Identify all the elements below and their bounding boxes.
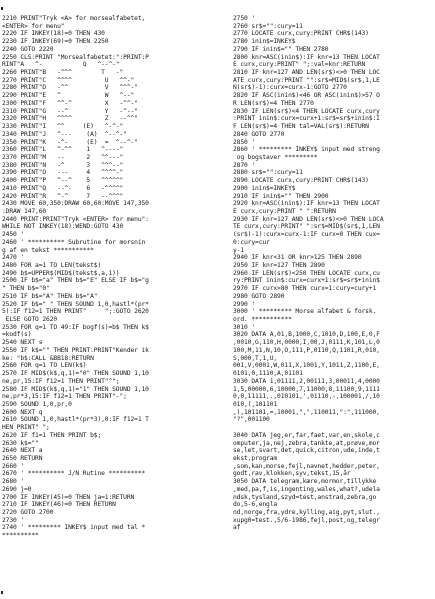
code-line: " THEN b$="0" [2, 285, 50, 293]
code-line: 2760 sr$="":cury=11 [233, 22, 303, 30]
code-line: RINT"A ^- Q ^--^-" [2, 61, 120, 69]
code-line: 2550 IF k$="" THEN PRINT:PRINT"Kender ik [2, 346, 149, 354]
code-line: 2520 IF b$=" " THEN SOUND 1,0,hastl*(pr* [2, 300, 149, 308]
code-line: 2750 ' [233, 15, 256, 22]
code-line: 010,(,101101 [233, 400, 278, 408]
code-line: 2620 IF f1=1 THEN PRINT b$; [2, 431, 102, 439]
code-line: 2470 ' [2, 254, 25, 262]
code-line: 2740 ' ********* INKEY$ input med tal * [2, 524, 146, 532]
code-line: 2580 IF MID$(k$,q,1)="1" THEN SOUND 1,10 [2, 385, 149, 393]
code-line: 2640 NEXT a [2, 447, 43, 455]
code-line: 3030 DATA 1,01111,2,00111,3,00011,4,0000 [233, 377, 380, 385]
code-line: TE curx,cury:PRINT" ":sr$=MID$(sr$,1,LEN [233, 223, 380, 231]
code-line: 2500 IF b$="a" THEN b$="E" ELSE IF b$="g [2, 277, 149, 285]
code-line: 2360 PRINT"L ^-^^ 1 ^----" [2, 146, 124, 154]
code-line: godt,rav,klokken,syv,tekst,15,år [233, 470, 351, 478]
code-line: 2990 ' [233, 300, 256, 308]
code-line: 2700 IF INKEY(45)=0 THEN ja=1:RETURN [2, 493, 135, 501]
code-line: 2420 PRINT"R ^-^ 7 --^^^" [2, 192, 124, 200]
code-line: do,5-6,engla [233, 501, 278, 509]
code-line: 2220 IF INKEY(18)=0 THEN 430 [2, 30, 105, 38]
code-line: 2880 sr$="":cury=11 [233, 169, 303, 177]
code-line: nd,norge,fra,ydre,kylling,aig,pyt,slut., [233, 509, 380, 516]
code-line: 2390 PRINT"O --- 4 ^^^^-" [2, 169, 124, 177]
code-line: ,med,pa,f,is,ingenting,wales,what?,udela [233, 485, 380, 493]
code-line: 2770 LOCATE curx,cury:PRINT CHR$(143) [233, 30, 369, 38]
code-line: 2940 IF knr<31 OR knr>125 THEN 2890 [233, 254, 362, 262]
code-line: E curx,cury:PRINT " ":RETURN [233, 207, 336, 215]
code-line: 2290 PRINT"E ^ W ^--" [2, 92, 135, 100]
code-line: 2450 ' [2, 231, 25, 239]
code-line: :DRAW 147,60 [2, 207, 47, 215]
code-line: 0,0,11111,.,010101,',01110,-,100001,/,10 [233, 393, 380, 401]
code-line: HEN PRINT" "; [2, 424, 50, 432]
code-line: ATE curx,cury:PRINT "":sr$=MID$(sr$,1,LE [233, 76, 380, 84]
code-line: 2240 GOTO 2220 [2, 45, 54, 53]
code-line: 2890 LOCATE curx,cury:PRINT CHR$(143) [233, 177, 369, 185]
code-line: ,0010,G,110,H,0000,I,00,J,0111,K,101,L,0 [233, 339, 380, 347]
code-line: 0:cury=cur [233, 238, 270, 246]
code-line: 3050 DATA telegram,kære,mormor,tillykke [233, 478, 377, 486]
code-line: 2980 GOTO 2890 [233, 292, 285, 300]
code-line: 2370 PRINT"M -- 2 ^^---" [2, 153, 124, 161]
code-line: se,let,svart,det,quick,citron,ude,inde,t [233, 447, 380, 455]
code-line: 2430 MOVE 60,350:DRAW 60,60:MOVE 147,350 [2, 200, 149, 208]
code-line: 2850 ' [233, 138, 256, 146]
code-line: 2540 NEXT s [2, 339, 43, 347]
code-line: ord. *********** [233, 316, 292, 324]
code-line: 3010 ' [233, 323, 256, 331]
code-line: 2840 GOTO 2770 [233, 130, 285, 138]
code-line: 2490 b$=UPPER$(MID$(tekst$,a,1)) [2, 269, 120, 277]
code-line: 2560 FOR q=1 TO LEN(k$) [2, 362, 87, 370]
code-line: 2730 ' [2, 516, 25, 524]
code-line: 2870 ' [233, 161, 256, 169]
code-line: E curx,cury:PRINT" ";:val=knr:RETURN [233, 61, 366, 69]
code-line: <ENTER> for menu" [2, 22, 65, 30]
code-line: 2570 IF MID$(k$,q,1)="0" THEN SOUND 1,10 [2, 370, 149, 378]
code-line: :PRINT inin$:curx=curx+1:sr$=sr$+inin$:I [233, 115, 380, 123]
code-line: 2860 ' ********* INKEY$ input med streng [233, 146, 380, 154]
code-line: ry:PRINT inin$:curx=curx+1:sr$=sr$+inin$ [233, 277, 380, 285]
code-line: 2710 IF INKEY(46)=0 THEN RETURN [2, 501, 116, 509]
code-line: WHILE NOT INKEY(18):WEND:GOTO 430 [2, 223, 124, 231]
code-line: omputer,ja,nej,zebra,tankte,at,prøve,mor [233, 439, 380, 447]
code-line: 2780 inin$=INKEY$ [233, 38, 296, 46]
code-line: 2530 FOR q=1 TO 49:IF bogf(s)=b$ THEN k$ [2, 323, 149, 331]
code-line: 2440 PRINT:PRINT"Tryk <ENTER> for menu": [2, 215, 149, 223]
code-line: 2210 PRINT"Tryk <A> for morsealfabetet, [2, 15, 146, 22]
code-line: 2610 SOUND 1,0,hastl*(pr*3),0:IF f12=1 T [2, 416, 149, 424]
code-line: 2900 inin$=INKEY$ [233, 184, 296, 192]
code-line: 2720 GOTO 2700 [2, 509, 54, 516]
code-line: ELSE GOTO 2620 [2, 316, 58, 324]
code-line: ,),101101,=,10001,",",110011,":",111000, [233, 408, 380, 416]
code-line: 2350 PRINT"K -^- (E) = ^--^-" [2, 138, 138, 146]
code-line: 2230 IF INKEY(69)=0 THEN 2250 [2, 38, 109, 46]
code-line: 2800 knr=ASC(inin$):IF knr=13 THEN LOCAT [233, 53, 380, 61]
code-line: xupg0=test.,5/6-1986,fejl,post,og,telegr [233, 516, 380, 524]
code-line: 2330 PRINT"I ^^ (E) ^-^-" [2, 123, 124, 131]
code-line: 2340 PRINT"J ^--- (A) ^--^-" [2, 130, 127, 138]
code-line: 2300 PRINT"F ^^-^ X -^^-" [2, 99, 138, 107]
code-line: 2920 knr=ASC(inin$):IF knr=13 THEN LOCAT [233, 200, 380, 208]
code-line: 2650 RETURN [2, 454, 43, 462]
code-line: 2380 PRINT"N -^ 3 ^^^--" [2, 161, 124, 169]
code-line: 2830 IF LEN(sr$)<4 THEN LOCATE curx,cury [233, 107, 380, 115]
page-edge-mark [1, 7, 3, 10]
code-line: 2950 IF knr=127 THEN 2890 [233, 262, 325, 269]
code-line: 2670 ' ********** J/N Rutine ********** [2, 470, 146, 478]
code-line: 2820 IF ASC(inin$)<46 OR ASC(inin$)>57 O [233, 92, 380, 100]
code-line: 3000 ' ********* Morse alfabet & forsk. [233, 308, 377, 316]
code-line: ndsk,tysland,szyd=test,anstrad,zebra,go [233, 493, 377, 501]
code-line: g af en tekst *********** [2, 246, 94, 254]
code-line: 2930 IF knr=127 AND LEN(sr$)<>0 THEN LOCA [233, 215, 384, 223]
code-line: "?",001100 [233, 416, 270, 424]
code-line: 2910 IF inin$="" THEN 2900 [233, 192, 329, 200]
code-line: og bogstaver ********* [233, 153, 318, 161]
code-line: 2480 FOR a=1 TO LEN(tekst$) [2, 262, 102, 269]
code-line: F LEN(sr$)=4 THEN tal=VAL(sr$):RETURN [233, 123, 369, 131]
code-line: =kodf(s) [2, 331, 32, 339]
code-line: af [233, 524, 241, 532]
code-line [233, 424, 433, 432]
code-line: 2280 PRINT"D -^^ V ^^^-" [2, 84, 138, 92]
listing-column-right [233, 15, 433, 532]
page-edge-mark [1, 591, 3, 594]
code-line: 2460 ' ********** Subrutine for morsnin [2, 238, 146, 246]
code-line: 2790 IF inin$="" THEN 2780 [233, 45, 329, 53]
code-line: 2590 SOUND 1,0,pr,0 [2, 400, 72, 408]
code-line: 100,M,11,N,10,O,111,P,0110,Q,1101,R,010, [233, 346, 380, 354]
code-line: 2270 PRINT"C ^^^^ U ^^-" [2, 76, 135, 84]
code-line: S,000,T,1,U, [233, 354, 278, 362]
code-line: 3040 DATA jeg,er,far,faet,var,en,skole,c [233, 431, 380, 439]
code-line: ke: "b$:CALL &BB18:RETURN [2, 354, 94, 362]
code-line: 2510 IF b$="A" THEN b$="A" [2, 292, 98, 300]
code-line: 2400 PRINT"P ^--^ 5 ^^^^^" [2, 177, 124, 185]
code-line: 5):IF f12=1 THEN PRINT" ";:GOTO 2620 [2, 308, 149, 316]
listing-column-left [2, 15, 228, 540]
code-line: 2660 ' [2, 462, 25, 470]
code-line: 2680 ' [2, 478, 25, 486]
code-line: ne,pr*3,15:IF f12=1 THEN PRINT"-"; [2, 393, 127, 401]
code-line: 2970 IF curx>80 THEN curx=1:cury=cury+1 [233, 285, 377, 293]
code-line: N(sr$)-1):curx=curx-1:GOTO 2770 [233, 84, 347, 92]
code-line: 2690 j=0 [2, 485, 32, 493]
code-line: ********** [2, 532, 39, 540]
code-line: ,som,kan,morse,fejl,navnet,hedder,peter, [233, 462, 380, 470]
code-line: y-1 [233, 246, 245, 254]
code-line: 001,V,0001,W,011,X,1001,Y,1011,Z,1100,E, [233, 362, 380, 370]
code-line: (sr$)-1):curx=curx-1:IF curx=0 THEN cux= [233, 231, 380, 239]
code-line: 2250 CLS:PRINT "Morsealfabetet:":PRINT:P [2, 53, 149, 61]
code-line: 2410 PRINT"Q --^- 6 -^^^^" [2, 184, 124, 192]
code-line: 2310 PRINT"G --^ Y -^--" [2, 107, 138, 115]
code-line: 2600 NEXT q [2, 408, 43, 416]
code-line: R LEN(sr$)=4 THEN 2770 [233, 99, 314, 107]
code-line: 0101,0,1110,A,01101 [233, 370, 303, 378]
code-line: 3020 DATA A,01,B,1000,C,1010,D,100,E,0,F [233, 331, 380, 339]
code-line: ne,pr,15:IF f12=1 THEN PRINT"^"; [2, 377, 120, 385]
code-line: 2630 k$="" [2, 439, 39, 447]
code-line: ekst,program [233, 454, 278, 462]
code-line: 2810 IF knr=127 AND LEN(sr$)<>0 THEN LOC [233, 69, 380, 77]
code-line: 2960 IF LEN(sr$)<250 THEN LOCATE curx,cu [233, 269, 380, 277]
code-line: 2260 PRINT"B -^^^ T -" [2, 69, 124, 77]
code-line: 2320 PRINT"H ^^^^ Z --^^" [2, 115, 138, 123]
code-line: 1,5,00000,6,10000,7,11000,8,11100,9,1111 [233, 385, 380, 393]
